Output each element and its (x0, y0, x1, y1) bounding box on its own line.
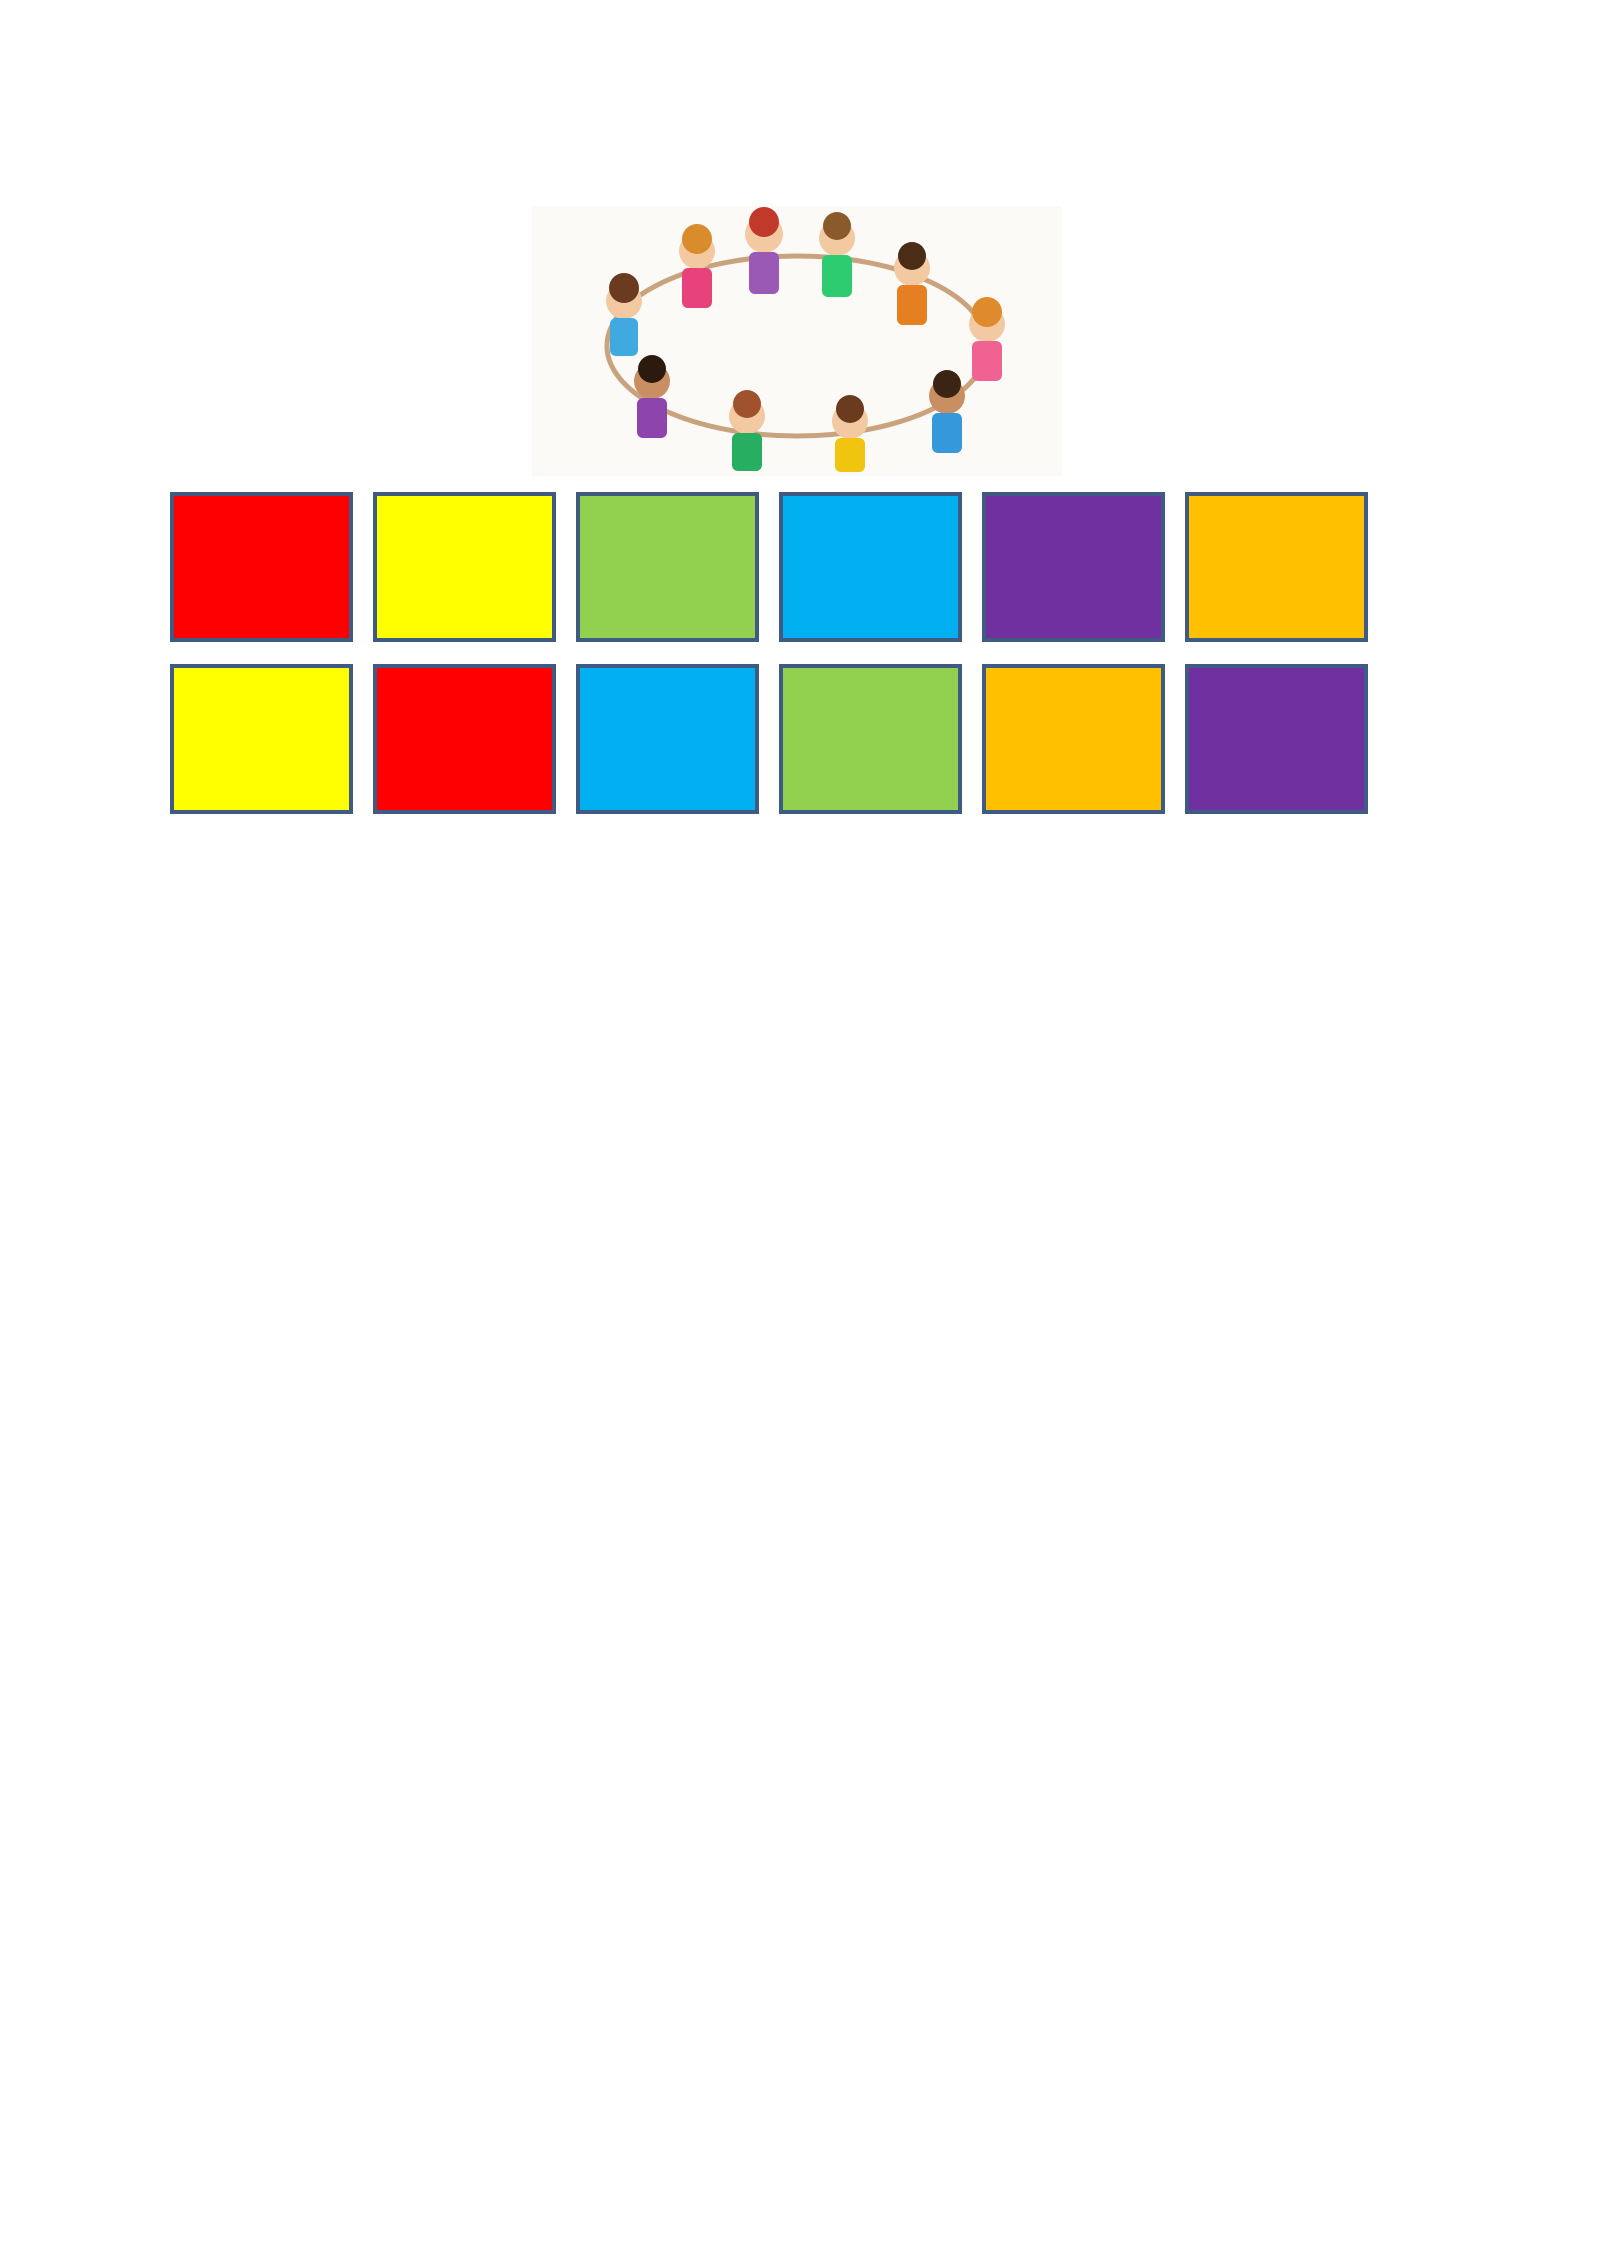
color-square (576, 492, 759, 642)
color-square (1185, 492, 1368, 642)
child-figure-icon (832, 395, 868, 472)
color-square (576, 664, 759, 814)
color-square (779, 492, 962, 642)
document-title (212, 150, 1448, 194)
color-square (373, 664, 556, 814)
color-square (982, 664, 1165, 814)
color-square (1185, 664, 1368, 814)
color-squares-grid (170, 492, 1448, 814)
color-square (779, 664, 962, 814)
color-square (170, 492, 353, 642)
color-square (170, 664, 353, 814)
children-dancing-in-circle-illustration (532, 206, 1062, 476)
color-square (982, 492, 1165, 642)
document-page (152, 150, 1448, 814)
color-square (373, 492, 556, 642)
